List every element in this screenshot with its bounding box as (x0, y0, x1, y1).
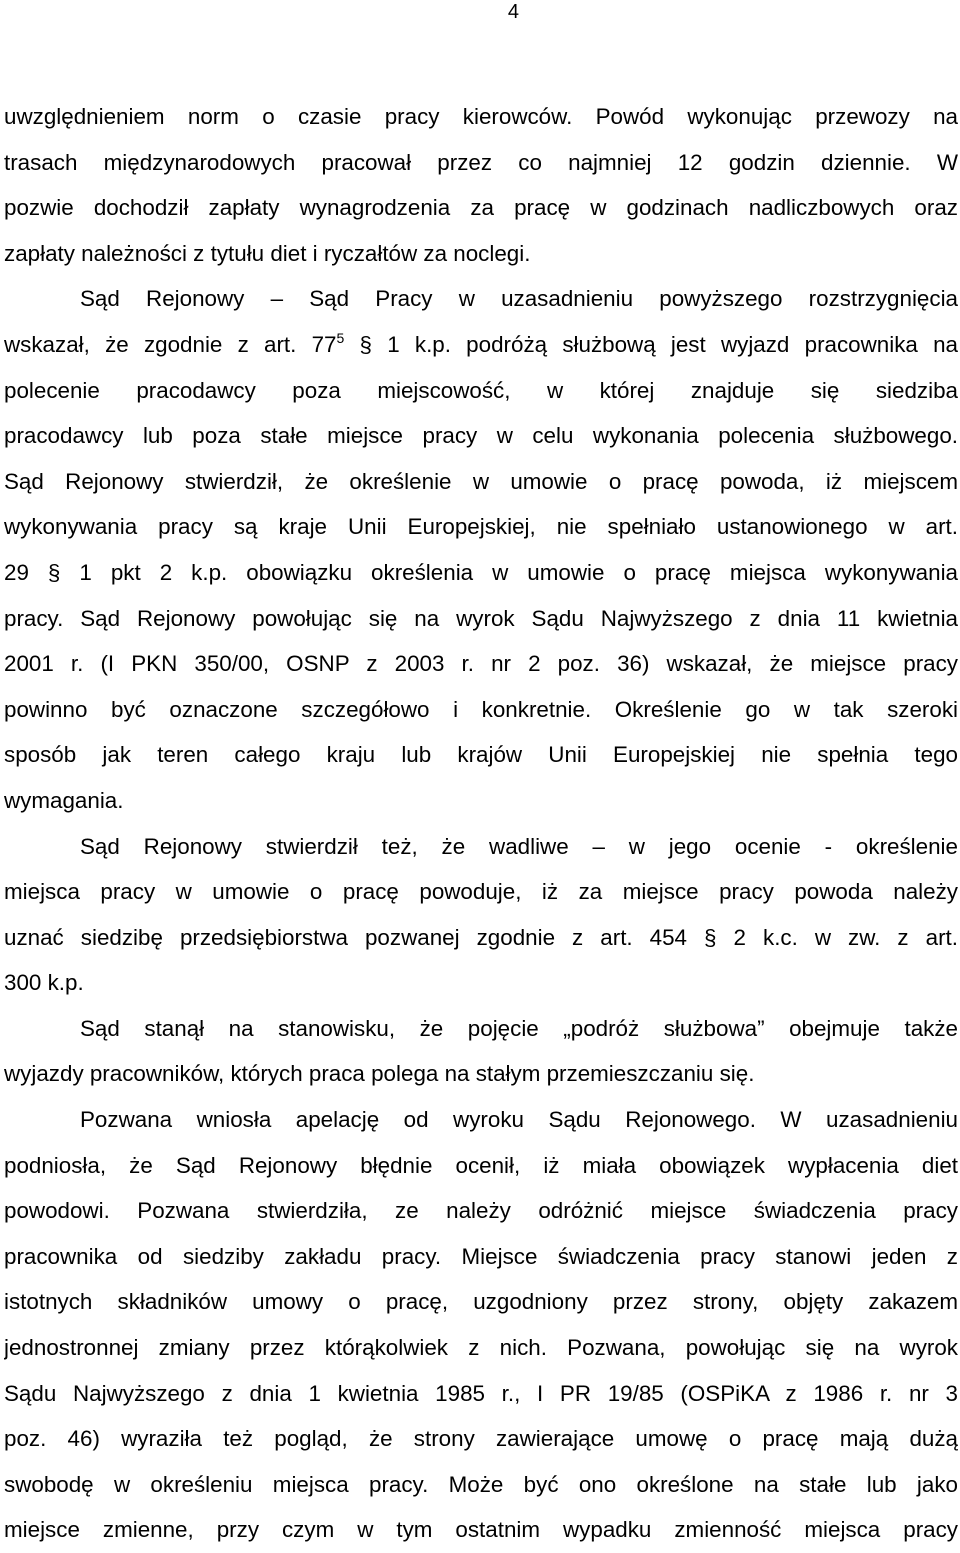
text-line: 2001 r. (I PKN 350/00, OSNP z 2003 r. nr 2 poz. 36) wskazał, że miejsce pracy (4, 651, 958, 677)
text-line: Sąd stanął na stanowisku, że pojęcie „podróż służbowa” obejmuje także (80, 1015, 958, 1041)
text-line: pracodawcy lub poza stałe miejsce pracy w celu wykonania polecenia służbowego. (4, 423, 958, 449)
text-line: wykonywania pracy są kraje Unii Europejskiej, nie spełniało ustanowionego w art. (4, 514, 958, 540)
text-line: wyjazdy pracowników, których praca polega na stałym przemieszczaniu się. (4, 1061, 755, 1087)
text-line: 300 k.p. (4, 970, 84, 996)
text-line: jednostronnej zmiany przez którąkolwiek z nich. Pozwana, powołując się na wyrok (4, 1335, 958, 1361)
text-line: miejsca pracy w umowie o pracę powoduje, iż za miejsce pracy powoda należy (4, 879, 958, 905)
text-line: pozwie dochodził zapłaty wynagrodzenia za pracę w godzinach nadliczbowych oraz (4, 195, 958, 221)
text-line: trasach międzynarodowych pracował przez co najmniej 12 godzin dziennie. W (4, 149, 958, 175)
text-line: istotnych składników umowy o pracę, uzgodniony przez strony, objęty zakazem (4, 1289, 958, 1315)
text-line: uwzględnieniem norm o czasie pracy kierowców. Powód wykonując przewozy na (4, 104, 958, 129)
text-line: Sąd Rejonowy stwierdził, że określenie w umowie o pracę powoda, iż miejscem (4, 468, 958, 494)
text-line: Sądu Najwyższego z dnia 1 kwietnia 1985 r., I PR 19/85 (OSPiKA z 1986 r. nr 3 (4, 1380, 958, 1406)
text-line: zapłaty należności z tytułu diet i ryczałtów za noclegi. (4, 240, 531, 266)
text-line: 29 § 1 pkt 2 k.p. obowiązku określenia w umowie o pracę miejsca wykonywania (4, 559, 958, 585)
page-number: 4 (507, 1, 519, 23)
text-line: poz. 46) wyraziła też pogląd, że strony zawierające umowę o pracę mają dużą (4, 1426, 958, 1452)
text-line: podniosła, że Sąd Rejonowy błędnie ocenił, iż miała obowiązek wypłacenia diet (4, 1152, 958, 1178)
text-line: swobodę w określeniu miejsca pracy. Może być ono określone na stałe lub jako (4, 1471, 958, 1497)
text-line: pracownika od siedziby zakładu pracy. Miejsce świadczenia pracy stanowi jeden z (4, 1243, 958, 1269)
superscript: 5 (336, 329, 345, 346)
text-line: wskazał, że zgodnie z art. $77^5$ § 1 k.p. podróżą służbową jest wyjazd pracownika na (4, 329, 958, 357)
text-line: polecenie pracodawcy poza miejscowość, w której znajduje się siedziba (4, 377, 958, 403)
text-line: powinno być oznaczone szczegółowo i konkretnie. Określenie go w tak szeroki (4, 696, 958, 722)
text-line: powodowi. Pozwana stwierdziła, ze należy odróżnić miejsce świadczenia pracy (4, 1198, 958, 1224)
text-line: sposób jak teren całego kraju lub krajów Unii Europejskiej nie spełnia tego (4, 742, 958, 768)
text-line: Sąd Rejonowy – Sąd Pracy w uzasadnieniu powyższego rozstrzygnięcia (80, 286, 958, 312)
text-line: miejsce zmienne, przy czym w tym ostatnim wypadku zmienność miejsca pracy (4, 1517, 958, 1543)
text-line: Sąd Rejonowy stwierdził też, że wadliwe – w jego ocenie - określenie (80, 833, 958, 859)
text-line: uznać siedzibę przedsiębiorstwa pozwanej zgodnie z art. 454 § 2 k.c. w zw. z art. (4, 924, 958, 950)
text-line: wymagania. (4, 787, 124, 813)
text-line: Pozwana wniosła apelację od wyroku Sądu Rejonowego. W uzasadnieniu (80, 1107, 958, 1133)
text-line: pracy. Sąd Rejonowy powołując się na wyrok Sądu Najwyższego z dnia 11 kwietnia (4, 605, 958, 631)
document-body (4, 94, 958, 1553)
